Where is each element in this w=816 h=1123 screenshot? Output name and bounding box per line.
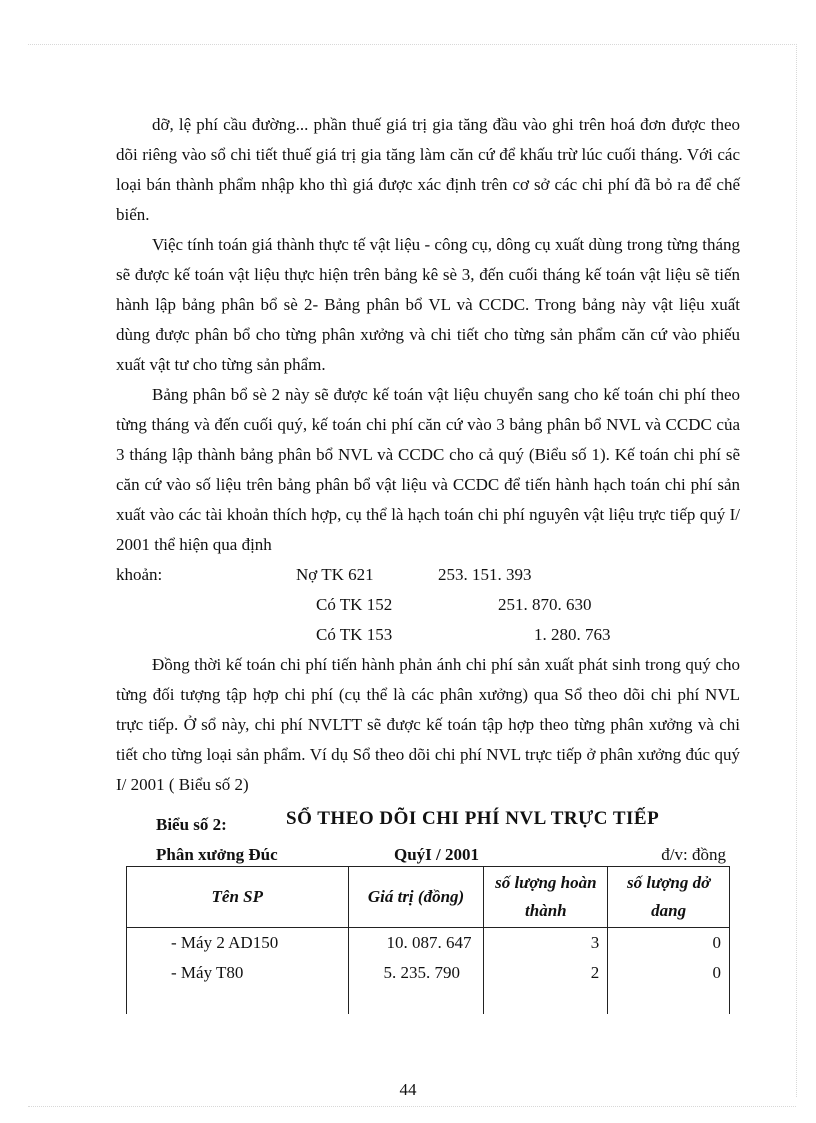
credit2-account: Có TK 153: [316, 625, 393, 644]
journal-entry-credit-2: [116, 620, 740, 650]
cell-product: - Máy T80: [127, 958, 349, 1014]
period: QuýI / 2001: [394, 845, 480, 864]
cell-completed: 3: [484, 928, 608, 959]
table-label: Biểu số 2:: [156, 815, 227, 834]
paragraph-4: Đồng thời kế toán chi phí tiến hành phản ánh chi phí sản xuất phát sinh trong quý cho từng đối tượng tập hợp chi phí (cụ thể là các phân xưởng) qua Sổ theo dõi chi phí NVL trực tiếp. Ở sổ này, chi phí NVLTT sẽ được kế toán tập hợp theo từng phân xưởng và chi tiết cho từng loại sản phẩm. Ví dụ Sổ theo dõi chi phí NVL trực tiếp ở phân xưởng đúc quý I/ 2001 ( Biểu số 2): [116, 655, 740, 794]
header-value: Giá trị (đồng): [348, 867, 484, 928]
credit1-account: Có TK 152: [316, 595, 393, 614]
debit-amount: 253. 151. 393: [438, 565, 532, 584]
header-completed: số lượng hoàn thành: [484, 867, 608, 928]
table-header-row: [127, 867, 730, 928]
paragraph-1: dỡ, lệ phí cầu đường... phần thuế giá trị gia tăng đầu vào ghi trên hoá đơn được theo dõi riêng vào sổ chi tiết thuế giá trị gia tăng làm căn cứ để khấu trừ lúc cuối tháng. Với các loại bán thành phẩm nhập kho thì giá được xác định trên cơ sở các chi phí đã bỏ ra để chế biến.: [116, 115, 740, 224]
cell-in-progress: 0: [608, 958, 730, 1014]
unit-label: đ/v: đồng: [661, 845, 726, 864]
credit2-amount: 1. 280. 763: [534, 625, 611, 644]
cell-in-progress: 0: [608, 928, 730, 959]
table-subtitle-row: [116, 838, 740, 868]
header-in-progress: số lượng dở dang: [608, 867, 730, 928]
document-body: [116, 110, 740, 868]
cell-value: [348, 958, 484, 1014]
table-row: [127, 958, 730, 1014]
paragraph-2: Việc tính toán giá thành thực tế vật liệu - công cụ, dông cụ xuất dùng trong từng tháng sẽ được kế toán vật liệu thực hiện trên bảng kê sè 3, đến cuối tháng kế toán vật liệu sẽ tiến hành lập bảng phân bổ sè 2- Bảng phân bổ VL và CCDC. Trong bảng này vật liệu xuất dùng được phân bổ cho từng phân xưởng và chi tiết cho từng sản phẩm căn cứ vào phiếu xuất vật tư cho từng sản phẩm.: [116, 235, 740, 374]
cell-value: 10. 087. 647: [348, 928, 484, 959]
page-border-bottom: [28, 1106, 796, 1107]
debit-account: Nợ TK 621: [296, 565, 374, 584]
table-title: SỔ THEO DÕI CHI PHÍ NVL TRỰC TIẾP: [286, 808, 660, 829]
cell-completed: 2: [484, 958, 608, 1014]
cell-product: - Máy 2 AD150: [127, 928, 349, 959]
credit1-amount: 251. 870. 630: [498, 595, 592, 614]
cell-value-text: 5. 235. 790: [383, 963, 460, 982]
workshop-name: Phân xưởng Đúc: [156, 845, 278, 864]
table-row: [127, 928, 730, 959]
entry-label: khoản:: [116, 565, 163, 584]
journal-entry-debit: [116, 560, 740, 590]
material-cost-table: [126, 866, 730, 1014]
header-product: Tên SP: [127, 867, 349, 928]
journal-entry-credit-1: [116, 590, 740, 620]
page-number: 44: [399, 1080, 417, 1099]
table-title-row: [116, 804, 740, 838]
paragraph-3: Bảng phân bổ sè 2 này sẽ được kế toán vật liệu chuyển sang cho kế toán chi phí theo từng tháng và đến cuối quý, kế toán chi phí căn cứ vào 3 bảng phân bổ NVL và CCDC của 3 tháng lập thành bảng phân bổ NVL và CCDC cho cả quý (Biểu số 1). Kế toán chi phí sẽ căn cứ vào số liệu trên bảng phân bổ vật liệu và CCDC để tiến hành hạch toán chi phí sản xuất vào các tài khoản thích hợp, cụ thể là hạch toán chi phí nguyên vật liệu trực tiếp quý I/ 2001 thể hiện qua định: [116, 385, 740, 554]
